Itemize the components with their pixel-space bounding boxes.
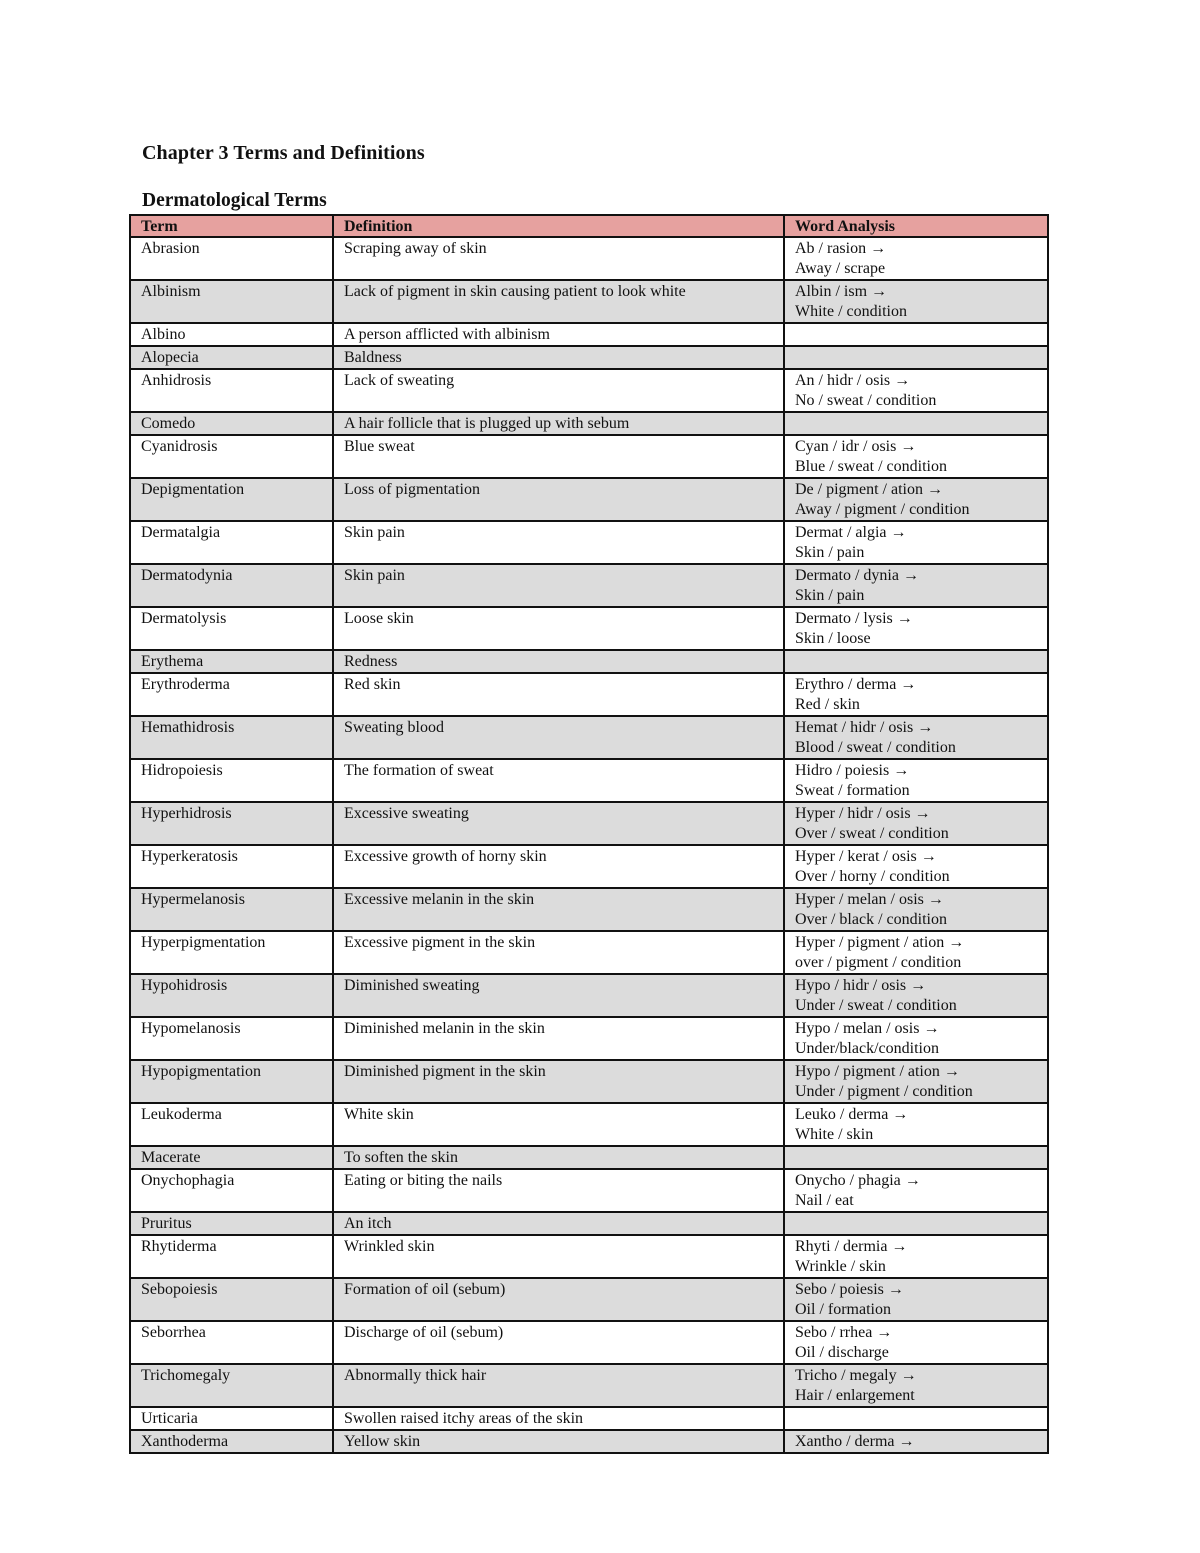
word-analysis-cell xyxy=(784,845,1048,888)
term-cell: Hypohidrosis xyxy=(130,974,333,1017)
term-cell: Hemathidrosis xyxy=(130,716,333,759)
definition-cell: Excessive melanin in the skin xyxy=(333,888,784,931)
word-analysis-line: Hair / enlargement xyxy=(795,1387,915,1404)
definition-cell: Diminished pigment in the skin xyxy=(333,1060,784,1103)
word-analysis-cell xyxy=(784,607,1048,650)
term-cell: Comedo xyxy=(130,412,333,435)
term-cell: Anhidrosis xyxy=(130,369,333,412)
word-analysis-cell xyxy=(784,564,1048,607)
table-row xyxy=(130,673,1048,716)
term-cell: Macerate xyxy=(130,1146,333,1169)
table-row xyxy=(130,1103,1048,1146)
table-row xyxy=(130,888,1048,931)
word-analysis-line: Away / pigment / condition xyxy=(795,501,970,518)
word-analysis-line: Under / sweat / condition xyxy=(795,997,957,1014)
table-row xyxy=(130,1146,1048,1169)
word-analysis-cell xyxy=(784,716,1048,759)
word-analysis-cell xyxy=(784,1169,1048,1212)
word-analysis-line: Skin / pain xyxy=(795,544,865,561)
definition-cell: Swollen raised itchy areas of the skin xyxy=(333,1407,784,1430)
definition-cell: Excessive growth of horny skin xyxy=(333,845,784,888)
section-title: Dermatological Terms xyxy=(142,190,327,211)
term-cell: Albino xyxy=(130,323,333,346)
word-analysis-line: Skin / loose xyxy=(795,630,871,647)
table-row xyxy=(130,323,1048,346)
table-row xyxy=(130,1169,1048,1212)
term-cell: Sebopoiesis xyxy=(130,1278,333,1321)
word-analysis-line: Rhyti / dermia → xyxy=(795,1238,908,1255)
definition-cell: Wrinkled skin xyxy=(333,1235,784,1278)
table-row xyxy=(130,974,1048,1017)
table-row xyxy=(130,1235,1048,1278)
definition-cell: Baldness xyxy=(333,346,784,369)
word-analysis-line: De / pigment / ation → xyxy=(795,481,943,498)
word-analysis-cell xyxy=(784,1407,1048,1430)
word-analysis-line: Tricho / megaly → xyxy=(795,1367,917,1384)
word-analysis-line: An / hidr / osis → xyxy=(795,372,911,389)
word-analysis-line: Blood / sweat / condition xyxy=(795,739,956,756)
word-analysis-line: Xantho / derma → xyxy=(795,1433,915,1450)
term-cell: Onychophagia xyxy=(130,1169,333,1212)
term-cell: Pruritus xyxy=(130,1212,333,1235)
term-cell: Leukoderma xyxy=(130,1103,333,1146)
term-cell: Erythroderma xyxy=(130,673,333,716)
word-analysis-line: Hidro / poiesis → xyxy=(795,762,910,779)
definition-cell: Diminished melanin in the skin xyxy=(333,1017,784,1060)
word-analysis-line: Dermat / algia → xyxy=(795,524,907,541)
column-header-word-analysis: Word Analysis xyxy=(784,215,1048,237)
term-cell: Alopecia xyxy=(130,346,333,369)
table-row xyxy=(130,521,1048,564)
word-analysis-line: Ab / rasion → xyxy=(795,240,887,257)
word-analysis-line: Dermato / lysis → xyxy=(795,610,913,627)
word-analysis-cell xyxy=(784,759,1048,802)
word-analysis-line: Hypo / pigment / ation → xyxy=(795,1063,960,1080)
word-analysis-cell xyxy=(784,435,1048,478)
term-cell: Hyperkeratosis xyxy=(130,845,333,888)
word-analysis-line: Under/black/condition xyxy=(795,1040,939,1057)
word-analysis-line: Over / black / condition xyxy=(795,911,947,928)
terms-table-body xyxy=(130,237,1048,1453)
table-row xyxy=(130,435,1048,478)
table-row xyxy=(130,759,1048,802)
definition-cell: A hair follicle that is plugged up with sebum xyxy=(333,412,784,435)
table-row xyxy=(130,237,1048,280)
table-row xyxy=(130,564,1048,607)
word-analysis-cell xyxy=(784,478,1048,521)
table-row xyxy=(130,1060,1048,1103)
word-analysis-line: No / sweat / condition xyxy=(795,392,937,409)
definition-cell: Skin pain xyxy=(333,564,784,607)
word-analysis-line: Sweat / formation xyxy=(795,782,910,799)
table-row xyxy=(130,369,1048,412)
word-analysis-cell xyxy=(784,1060,1048,1103)
word-analysis-line: Hemat / hidr / osis → xyxy=(795,719,934,736)
word-analysis-line: Sebo / poiesis → xyxy=(795,1281,904,1298)
table-row xyxy=(130,1407,1048,1430)
word-analysis-cell xyxy=(784,974,1048,1017)
table-row xyxy=(130,650,1048,673)
word-analysis-cell xyxy=(784,1017,1048,1060)
definition-cell: Lack of sweating xyxy=(333,369,784,412)
term-cell: Rhytiderma xyxy=(130,1235,333,1278)
term-cell: Abrasion xyxy=(130,237,333,280)
table-row xyxy=(130,1430,1048,1453)
word-analysis-cell xyxy=(784,931,1048,974)
word-analysis-line: Albin / ism → xyxy=(795,283,888,300)
word-analysis-line: Sebo / rrhea → xyxy=(795,1324,893,1341)
table-row xyxy=(130,412,1048,435)
term-cell: Seborrhea xyxy=(130,1321,333,1364)
word-analysis-line: Hypo / hidr / osis → xyxy=(795,977,927,994)
definition-cell: To soften the skin xyxy=(333,1146,784,1169)
table-row xyxy=(130,1364,1048,1407)
word-analysis-line: Blue / sweat / condition xyxy=(795,458,947,475)
term-cell: Hypopigmentation xyxy=(130,1060,333,1103)
term-cell: Xanthoderma xyxy=(130,1430,333,1453)
definition-cell: Abnormally thick hair xyxy=(333,1364,784,1407)
definition-cell: Loose skin xyxy=(333,607,784,650)
word-analysis-line: White / condition xyxy=(795,303,907,320)
word-analysis-cell xyxy=(784,673,1048,716)
table-row xyxy=(130,280,1048,323)
term-cell: Hidropoiesis xyxy=(130,759,333,802)
table-row xyxy=(130,1212,1048,1235)
column-header-term: Term xyxy=(130,215,333,237)
column-header-definition: Definition xyxy=(333,215,784,237)
word-analysis-line: Erythro / derma → xyxy=(795,676,917,693)
table-row xyxy=(130,478,1048,521)
table-header-row xyxy=(130,215,1048,237)
definition-cell: An itch xyxy=(333,1212,784,1235)
definition-cell: Loss of pigmentation xyxy=(333,478,784,521)
word-analysis-cell xyxy=(784,1212,1048,1235)
definition-cell: Lack of pigment in skin causing patient to look white xyxy=(333,280,784,323)
table-row xyxy=(130,931,1048,974)
term-cell: Dermatolysis xyxy=(130,607,333,650)
word-analysis-line: Red / skin xyxy=(795,696,860,713)
word-analysis-line: Cyan / idr / osis → xyxy=(795,438,917,455)
word-analysis-line: Hyper / pigment / ation → xyxy=(795,934,965,951)
term-cell: Depigmentation xyxy=(130,478,333,521)
word-analysis-line: Onycho / phagia → xyxy=(795,1172,921,1189)
word-analysis-cell xyxy=(784,346,1048,369)
definition-cell: Yellow skin xyxy=(333,1430,784,1453)
definition-cell: Formation of oil (sebum) xyxy=(333,1278,784,1321)
word-analysis-cell xyxy=(784,1146,1048,1169)
definition-cell: Eating or biting the nails xyxy=(333,1169,784,1212)
word-analysis-cell xyxy=(784,412,1048,435)
definition-cell: Red skin xyxy=(333,673,784,716)
word-analysis-cell xyxy=(784,280,1048,323)
term-cell: Dermatalgia xyxy=(130,521,333,564)
table-row xyxy=(130,845,1048,888)
word-analysis-cell xyxy=(784,1278,1048,1321)
definition-cell: White skin xyxy=(333,1103,784,1146)
word-analysis-cell xyxy=(784,1321,1048,1364)
word-analysis-line: Hyper / melan / osis → xyxy=(795,891,944,908)
term-cell: Dermatodynia xyxy=(130,564,333,607)
word-analysis-line: Oil / formation xyxy=(795,1301,891,1318)
word-analysis-line: Hypo / melan / osis → xyxy=(795,1020,940,1037)
term-cell: Albinism xyxy=(130,280,333,323)
definition-cell: Blue sweat xyxy=(333,435,784,478)
table-row xyxy=(130,802,1048,845)
table-row xyxy=(130,1321,1048,1364)
page-title: Chapter 3 Terms and Definitions xyxy=(142,142,425,164)
word-analysis-cell xyxy=(784,1235,1048,1278)
word-analysis-cell xyxy=(784,1103,1048,1146)
definition-cell: Discharge of oil (sebum) xyxy=(333,1321,784,1364)
table-row xyxy=(130,607,1048,650)
table-row xyxy=(130,716,1048,759)
term-cell: Hyperhidrosis xyxy=(130,802,333,845)
word-analysis-line: Over / horny / condition xyxy=(795,868,950,885)
word-analysis-cell xyxy=(784,1430,1048,1453)
table-row xyxy=(130,1278,1048,1321)
word-analysis-line: Nail / eat xyxy=(795,1192,854,1209)
term-cell: Erythema xyxy=(130,650,333,673)
word-analysis-line: White / skin xyxy=(795,1126,874,1143)
word-analysis-cell xyxy=(784,650,1048,673)
word-analysis-line: Wrinkle / skin xyxy=(795,1258,886,1275)
term-cell: Hypermelanosis xyxy=(130,888,333,931)
word-analysis-line: over / pigment / condition xyxy=(795,954,962,971)
definition-cell: Redness xyxy=(333,650,784,673)
word-analysis-cell xyxy=(784,1364,1048,1407)
table-row xyxy=(130,1017,1048,1060)
word-analysis-line: Leuko / derma → xyxy=(795,1106,909,1123)
word-analysis-line: Away / scrape xyxy=(795,260,886,277)
word-analysis-line: Over / sweat / condition xyxy=(795,825,949,842)
definition-cell: Skin pain xyxy=(333,521,784,564)
word-analysis-cell xyxy=(784,323,1048,346)
definition-cell: Excessive sweating xyxy=(333,802,784,845)
definition-cell: The formation of sweat xyxy=(333,759,784,802)
table-row xyxy=(130,346,1048,369)
term-cell: Trichomegaly xyxy=(130,1364,333,1407)
definition-cell: Sweating blood xyxy=(333,716,784,759)
term-cell: Cyanidrosis xyxy=(130,435,333,478)
term-cell: Hypomelanosis xyxy=(130,1017,333,1060)
definition-cell: A person afflicted with albinism xyxy=(333,323,784,346)
word-analysis-line: Under / pigment / condition xyxy=(795,1083,973,1100)
word-analysis-cell xyxy=(784,237,1048,280)
word-analysis-line: Hyper / kerat / osis → xyxy=(795,848,937,865)
word-analysis-cell xyxy=(784,521,1048,564)
definition-cell: Scraping away of skin xyxy=(333,237,784,280)
word-analysis-cell xyxy=(784,802,1048,845)
word-analysis-line: Skin / pain xyxy=(795,587,865,604)
terms-table xyxy=(129,214,1049,1454)
word-analysis-cell xyxy=(784,369,1048,412)
term-cell: Hyperpigmentation xyxy=(130,931,333,974)
word-analysis-line: Dermato / dynia → xyxy=(795,567,919,584)
definition-cell: Excessive pigment in the skin xyxy=(333,931,784,974)
term-cell: Urticaria xyxy=(130,1407,333,1430)
word-analysis-line: Oil / discharge xyxy=(795,1344,889,1361)
word-analysis-cell xyxy=(784,888,1048,931)
definition-cell: Diminished sweating xyxy=(333,974,784,1017)
word-analysis-line: Hyper / hidr / osis → xyxy=(795,805,931,822)
